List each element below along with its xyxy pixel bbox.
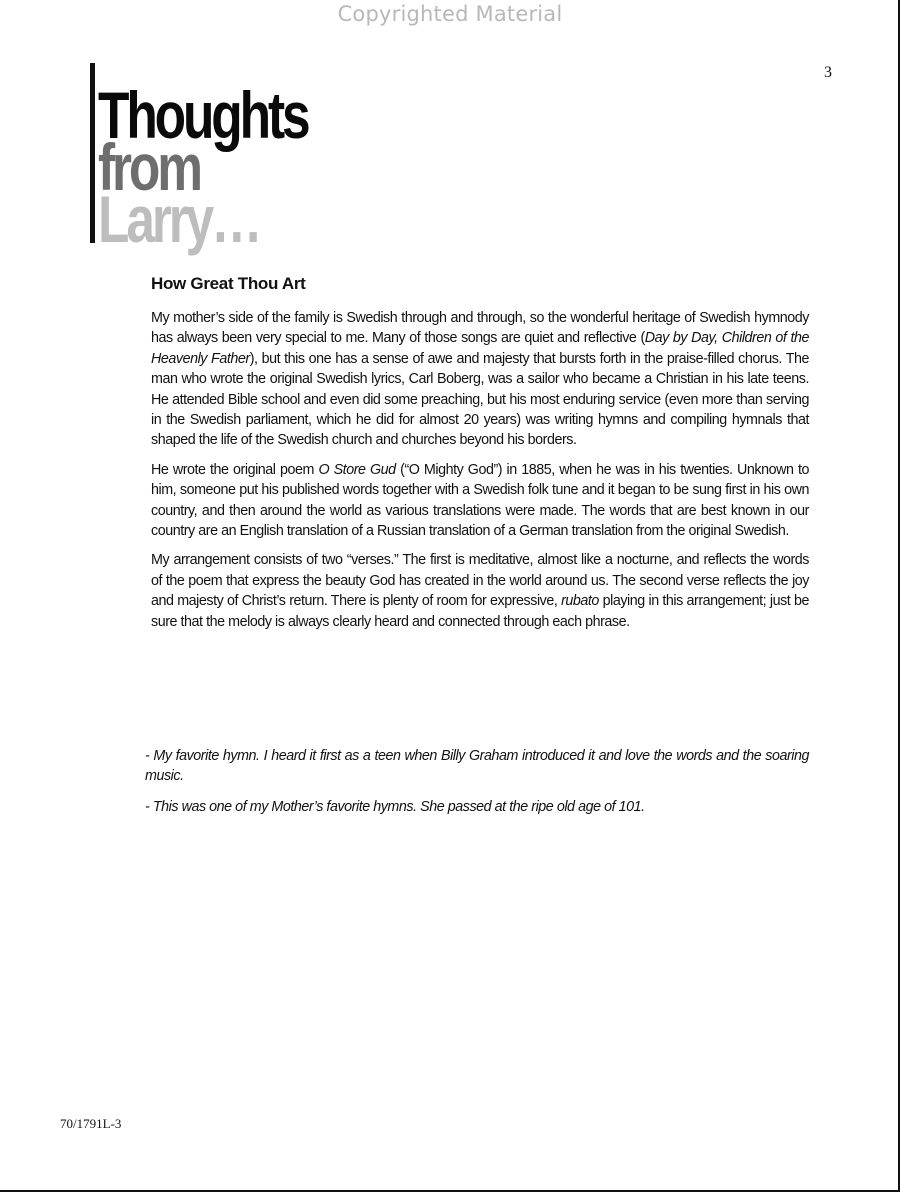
italic-rubato: rubato (561, 593, 599, 610)
copyright-watermark: Copyrighted Material (337, 2, 563, 26)
paragraph-text: (“O Mighty God”) in 1885, when he was in his twenties. Unknown to him, someone put his published words together with a Swedish folk tune and it began to be sung first in his own country, and then around the world as various translations were made. The words that are best known in our country are an English translation of a Russian translation of a German translation from the original Swedish. (151, 461, 810, 540)
paragraph-arrangement (151, 550, 809, 632)
paragraph-text: My mother’s side of the family is Swedish through and through, so the wonderful heritage of Swedish hymnody has always been very special to me. Many of those songs are quiet and reflective ( (151, 310, 809, 347)
title-accent-bar (90, 63, 95, 243)
section-heading: How Great Thou Art (151, 274, 306, 293)
article-body (151, 274, 809, 641)
paragraph-text: He wrote the original poem (151, 461, 319, 478)
italic-poem-title: O Store Gud (318, 461, 396, 478)
paragraph-text: playing in this arrangement; just be sure that the melody is always clearly heard and connected through each phrase. (151, 593, 809, 630)
catalog-number: 70/1791L-3 (60, 1116, 122, 1131)
page-number: 3 (824, 64, 832, 81)
quote-item: - My favorite hymn. I heard it first as a teen when Billy Graham introduced it and love the words and the soaring music. (145, 748, 809, 785)
paragraph-heritage (151, 308, 809, 451)
testimonial-quotes (145, 746, 809, 827)
title-line-thoughts: Thoughts (98, 78, 308, 152)
title-line-larry: Larry… (98, 182, 260, 256)
title-line-from: from (98, 130, 200, 204)
paragraph-text: ), but this one has a sense of awe and majesty that bursts forth in the praise-filled chorus. The man who wrote the original Swedish lyrics, Carl Boberg, was a sailor who became a Christian in his late teens. He attended Bible school and even did some preaching, but his most enduring service (even more than serving in the Swedish parliament, which he did for almost 20 years) was writing hymns and compiling hymnals that shaped the life of the Swedish church and churches beyond his borders. (151, 350, 809, 449)
italic-song-titles: Day by Day, Children of the Heavenly Father (151, 330, 809, 367)
quote-item: - This was one of my Mother’s favorite hymns. She passed at the ripe old age of 101. (145, 798, 645, 815)
paragraph-history (151, 460, 809, 542)
paragraph-text: My arrangement consists of two “verses.” The first is meditative, almost like a nocturne, and reflects the words of the poem that express the beauty God has created in the world around us. The second verse reflects the joy and majesty of Christ’s return. There is plenty of room for expressive, (151, 552, 809, 610)
